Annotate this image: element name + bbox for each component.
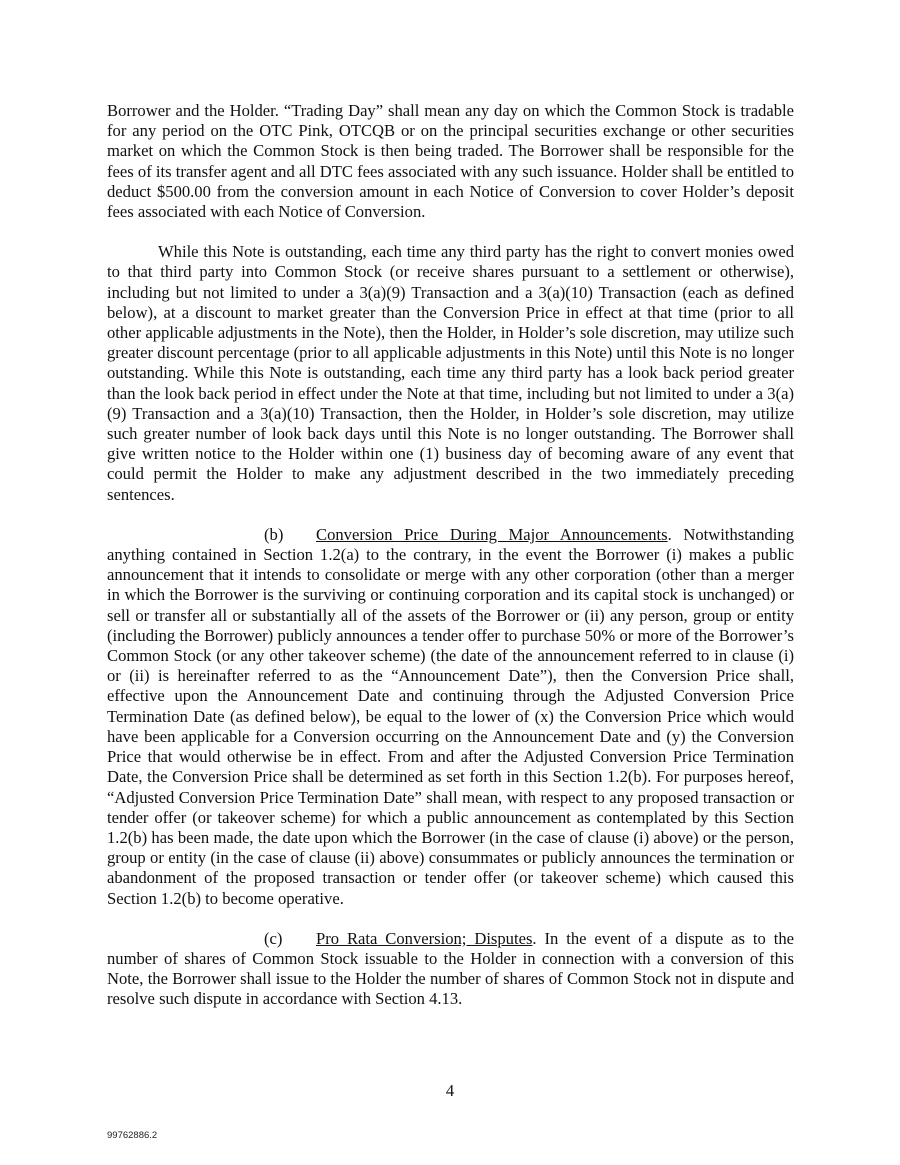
section-b-body: . Notwithstanding anything contained in Section 1.2(a) to the contrary, in the event the Borrower (i) makes a public announcement that it intends to consolidate or merge with any other corporation (other than a merger in which the Borrower is the surviving or continuing corporation and its capital stock is unchanged) or sell or transfer all or substantially all of the assets of the Borrower or (ii) any person, group or entity (including the Borrower) publicly announces a tender offer to purchase 50% or more of the Borrower’s Common Stock (or any other takeover scheme) (the date of the announcement referred to in clause (i) or (ii) is hereinafter referred to as the “Announcement Date”), then the Conversion Price shall, effective upon the Announcement Date and continuing through the Adjusted Conversion Price Termination Date (as defined below), be equal to the lower of (x) the Conversion Price which would have been applicable for a Conversion occurring on the Announcement Date and (y) the Conversion Price that would otherwise be in effect. From and after the Adjusted Conversion Price Termination Date, the Conversion Price shall be determined as set forth in this Section 1.2(b). For purposes hereof, “Adjusted Conversion Price Termination Date” shall mean, with respect to any proposed transaction or tender offer (or takeover scheme) for which a public announcement as contemplated by this Section 1.2(b) has been made, the date upon which the Borrower (in the case of clause (i) above) or the person, group or entity (in the case of clause (ii) above) consummates or publicly announces the termination or abandonment of the proposed transaction or tender offer (or takeover scheme) which caused this Section 1.2(b) to become operative. [107,524,795,908]
document-id: 99762886.2 [107,1130,158,1141]
section-c-label: (c) [264,928,283,948]
section-b [107,525,794,909]
page-number: 4 [445,1081,455,1100]
section-c-heading: Pro Rata Conversion; Disputes [316,928,533,948]
section-c-body: . In the event of a dispute as to the number of shares of Common Stock issuable to the Holder in connection with a conversion of this Note, the Borrower shall issue to the Holder the number of shares of Common Stock not in dispute and resolve such dispute in accordance with Section 4.13. [107,928,794,1009]
page-body [107,101,794,1030]
paragraph-trading-day: Borrower and the Holder. “Trading Day” shall mean any day on which the Common Stock is tradable for any period on the OTC Pink, OTCQB or on the principal securities exchange or other securities market on which the Common Stock is then being traded. The Borrower shall be responsible for the fees of its transfer agent and all DTC fees associated with any such issuance. Holder shall be entitled to deduct $500.00 from the conversion amount in each Notice of Conversion to cover Holder’s deposit fees associated with each Notice of Conversion. [107,101,794,222]
section-c [107,929,794,1010]
paragraph-third-party-adjustments: While this Note is outstanding, each time any third party has the right to convert monies owed to that third party into Common Stock (or receive shares pursuant to a settlement or otherwise), including but not limited to under a 3(a)(9) Transaction and a 3(a)(10) Transaction (each as defined below), at a discount to market greater than the Conversion Price in effect at that time (prior to all other applicable adjustments in the Note), then the Holder, in Holder’s sole discretion, may utilize such greater discount percentage (prior to all applicable adjustments in this Note) until this Note is no longer outstanding. While this Note is outstanding, each time any third party has a look back period greater than the look back period in effect under the Note at that time, including but not limited to under a 3(a)(9) Transaction and a 3(a)(10) Transaction, then the Holder, in Holder’s sole discretion, may utilize such greater number of look back days until this Note is no longer outstanding. The Borrower shall give written notice to the Holder within one (1) business day of becoming aware of any event that could permit the Holder to make any adjustment described in the two immediately preceding sentences. [107,242,794,504]
section-b-heading: Conversion Price During Major Announcements [316,524,668,544]
section-b-label: (b) [264,524,284,544]
